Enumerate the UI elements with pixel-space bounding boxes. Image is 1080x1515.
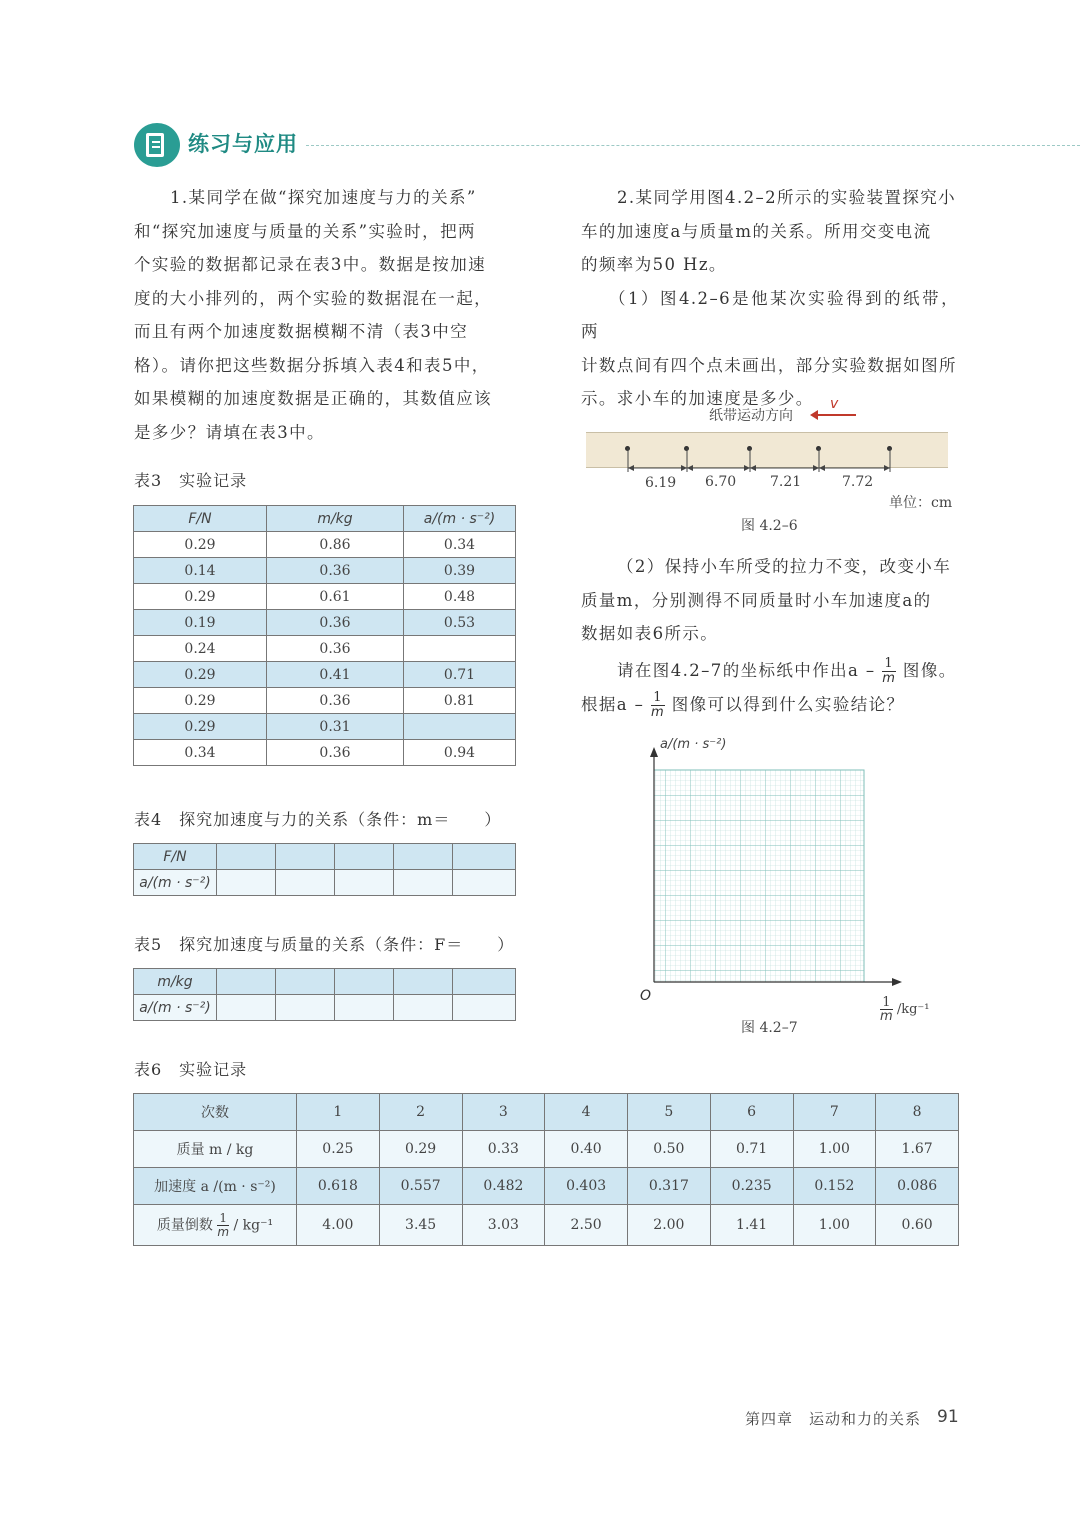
table-row [134, 1168, 959, 1205]
fraction-num: 1 [880, 996, 893, 1010]
table6-row-label: 加速度 a /(m · s⁻²) [134, 1168, 297, 1205]
q2-text: 根据a – [581, 695, 645, 714]
table3-cell: 0.29 [134, 714, 267, 740]
table3-cell: 0.36 [267, 688, 404, 714]
segment-length: 6.19 [645, 475, 677, 491]
table4-cell [453, 870, 516, 896]
graph-paper [640, 745, 910, 995]
table3-cell: 0.29 [134, 662, 267, 688]
table6-cell: 1.00 [793, 1205, 876, 1246]
table6-header: 3 [462, 1094, 545, 1131]
velocity-symbol: v [830, 396, 839, 412]
table6-cell: 0.482 [462, 1168, 545, 1205]
row-label-text: 质量倒数 [156, 1217, 213, 1233]
table3-cell: 0.29 [134, 532, 267, 558]
table-row [134, 740, 516, 766]
figure-caption: 图 4.2–6 [741, 518, 798, 534]
table6-header: 7 [793, 1094, 876, 1131]
table3-cell: 0.39 [404, 558, 516, 584]
q2-line: 2.某同学用图4.2–2所示的实验装置探究小 [617, 188, 957, 207]
table5-row-label: m/kg [134, 969, 217, 995]
x-axis-unit: /kg⁻¹ [896, 1002, 930, 1017]
table-row [134, 1205, 959, 1246]
table3-cell: 0.36 [267, 636, 404, 662]
table6-cell: 0.618 [297, 1168, 380, 1205]
table4-cell [335, 870, 394, 896]
table3-header: F/N [134, 506, 267, 532]
q1-line: 如果模糊的加速度数据是正确的，其数值应该 [134, 389, 492, 408]
fraction [882, 657, 896, 686]
table4-row-label: a/(m · s⁻²) [134, 870, 217, 896]
q1-line: 格）。请你把这些数据分拆填入表4和表5中， [134, 355, 490, 375]
fraction-num: 1 [217, 1212, 229, 1226]
q2-text: 请在图4.2–7的坐标纸中作出a – [617, 661, 876, 680]
table3-cell: 0.94 [404, 740, 516, 766]
fraction-den: m [651, 705, 666, 720]
table-row [134, 584, 516, 610]
table3-cell: 0.41 [267, 662, 404, 688]
table4-cell [335, 844, 394, 870]
fraction-den: m [217, 1224, 230, 1239]
table6-cell: 0.60 [876, 1205, 959, 1246]
table3-cell: 0.61 [267, 584, 404, 610]
table6-cell: 0.152 [793, 1168, 876, 1205]
table6-cell: 2.50 [545, 1205, 628, 1246]
table5-cell [453, 969, 516, 995]
table6-row-label [134, 1205, 297, 1246]
table6-header: 1 [297, 1094, 380, 1131]
question-2-intro [581, 181, 959, 416]
table5-row-label: a/(m · s⁻²) [134, 995, 217, 1021]
table5-cell [276, 969, 335, 995]
table4-caption: 表4 探究加速度与力的关系（条件：m＝ ） [134, 810, 502, 829]
q2-line: 质量m，分别测得不同质量时小车加速度a的 [581, 590, 932, 610]
question-2-part3b [581, 691, 959, 720]
tape-unit: 单位：cm [889, 495, 953, 511]
q1-line: 而且有两个加速度数据模糊不清（表3中空 [134, 322, 469, 341]
chapter-footer: 第四章 运动和力的关系 [745, 1410, 922, 1428]
table3-cell: 0.86 [267, 532, 404, 558]
table3-cell: 0.81 [404, 688, 516, 714]
fraction [217, 1212, 229, 1239]
q2-text: 图像。 [902, 661, 957, 680]
table6-header: 次数 [134, 1094, 297, 1131]
table3-cell: 0.36 [267, 740, 404, 766]
table5-cell [394, 995, 453, 1021]
table6-cell: 0.33 [462, 1131, 545, 1168]
table-row [134, 714, 516, 740]
q2-line: 计数点间有四个点未画出，部分实验数据如图所 [581, 355, 957, 375]
table6-cell: 0.317 [628, 1168, 711, 1205]
table-row [134, 610, 516, 636]
table6-cell: 3.45 [379, 1205, 462, 1246]
table4-row-label: F/N [134, 844, 217, 870]
q1-line: 是多少？请填在表3中。 [134, 422, 325, 442]
tape-dimension-lines [620, 448, 900, 472]
q1-line: 1.某同学在做“探究加速度与力的关系” [170, 188, 477, 207]
table-row [134, 1131, 959, 1168]
y-axis-label: a/(m · s⁻²) [660, 737, 727, 752]
table3-header: m/kg [267, 506, 404, 532]
table5-cell [276, 995, 335, 1021]
table3-cell: 0.71 [404, 662, 516, 688]
table6-cell: 1.00 [793, 1131, 876, 1168]
table3-cell: 0.24 [134, 636, 267, 662]
table3-header: a/(m · s⁻²) [404, 506, 516, 532]
x-axis-label [880, 996, 929, 1023]
table4-cell [453, 844, 516, 870]
section-icon [134, 123, 180, 167]
q2-line: （2）保持小车所受的拉力不变，改变小车 [617, 557, 952, 576]
table3-cell: 0.29 [134, 688, 267, 714]
table6-cell: 1.41 [710, 1205, 793, 1246]
table3-cell: 0.29 [134, 584, 267, 610]
table3-cell [404, 636, 516, 662]
table5 [133, 968, 516, 1021]
table4-cell [276, 870, 335, 896]
table-row [134, 532, 516, 558]
table3-cell [404, 714, 516, 740]
segment-length: 7.72 [842, 474, 874, 490]
table3-cell: 0.36 [267, 610, 404, 636]
table6-cell: 0.235 [710, 1168, 793, 1205]
q2-text: 图像可以得到什么实验结论？ [671, 695, 905, 714]
table4-cell [394, 870, 453, 896]
figure-caption: 图 4.2–7 [741, 1020, 798, 1036]
table5-cell [394, 969, 453, 995]
table6 [133, 1093, 959, 1246]
table6-cell: 0.086 [876, 1168, 959, 1205]
table6-row-label: 质量 m / kg [134, 1131, 297, 1168]
table4 [133, 843, 516, 896]
table6-cell: 2.00 [628, 1205, 711, 1246]
question-2-part3 [617, 657, 977, 686]
table4-cell [394, 844, 453, 870]
table6-cell: 0.29 [379, 1131, 462, 1168]
question-2-part2 [581, 550, 959, 651]
table6-caption: 表6 实验记录 [134, 1060, 248, 1079]
table6-header: 6 [710, 1094, 793, 1131]
tape-direction-label: 纸带运动方向 [709, 408, 793, 424]
table6-header: 5 [628, 1094, 711, 1131]
segment-length: 7.21 [770, 474, 802, 490]
fraction [651, 691, 665, 720]
q2-line: 车的加速度a与质量m的关系。所用交变电流 [581, 221, 932, 241]
table6-cell: 0.25 [297, 1131, 380, 1168]
table3 [133, 505, 516, 766]
table6-header: 2 [379, 1094, 462, 1131]
q1-line: 个实验的数据都记录在表3中。数据是按加速 [134, 255, 486, 274]
table6-cell: 1.67 [876, 1131, 959, 1168]
segment-length: 6.70 [705, 474, 737, 490]
table3-cell: 0.48 [404, 584, 516, 610]
table5-cell [453, 995, 516, 1021]
table-row [134, 662, 516, 688]
table6-header: 4 [545, 1094, 628, 1131]
section-title: 练习与应用 [188, 132, 298, 156]
table6-cell: 0.557 [379, 1168, 462, 1205]
table3-cell: 0.53 [404, 610, 516, 636]
table3-cell: 0.14 [134, 558, 267, 584]
table4-cell [217, 870, 276, 896]
table-row [134, 558, 516, 584]
table6-cell: 0.71 [710, 1131, 793, 1168]
table3-cell: 0.19 [134, 610, 267, 636]
q1-line: 度的大小排列的，两个实验的数据混在一起， [134, 288, 492, 308]
table-row [134, 688, 516, 714]
table6-cell: 0.50 [628, 1131, 711, 1168]
header-divider [306, 145, 1080, 146]
fraction-den: m [882, 671, 897, 686]
fraction-num: 1 [651, 691, 665, 706]
table6-header: 8 [876, 1094, 959, 1131]
q1-line: 和“探究加速度与质量的关系”实验时，把两 [134, 221, 476, 241]
table6-cell: 3.03 [462, 1205, 545, 1246]
origin-label: O [640, 988, 652, 1004]
table4-cell [217, 844, 276, 870]
table3-cell: 0.34 [134, 740, 267, 766]
table6-cell: 0.40 [545, 1131, 628, 1168]
fraction-num: 1 [882, 657, 896, 672]
fraction-den: m [880, 1009, 893, 1024]
q2-line: 数据如表6所示。 [581, 624, 719, 643]
table5-cell [335, 995, 394, 1021]
fraction [880, 996, 893, 1023]
table-row [134, 636, 516, 662]
row-label-unit: / kg⁻¹ [233, 1217, 274, 1233]
q2-line: 的频率为50 Hz。 [581, 255, 727, 274]
table3-cell: 0.34 [404, 532, 516, 558]
table3-caption: 表3 实验记录 [134, 471, 248, 490]
table6-cell: 4.00 [297, 1205, 380, 1246]
table5-cell [217, 995, 276, 1021]
table5-cell [217, 969, 276, 995]
page-number: 91 [937, 1407, 959, 1427]
velocity-arrow-icon [812, 414, 856, 416]
table5-cell [335, 969, 394, 995]
question-1 [134, 181, 518, 449]
table3-cell: 0.31 [267, 714, 404, 740]
table6-cell: 0.403 [545, 1168, 628, 1205]
table5-caption: 表5 探究加速度与质量的关系（条件：F＝ ） [134, 935, 515, 954]
table4-cell [276, 844, 335, 870]
q2-line: 示。求小车的加速度是多少。 [581, 389, 814, 408]
table3-cell: 0.36 [267, 558, 404, 584]
q2-line: （1）图4.2–6是他某次实验得到的纸带，两 [581, 288, 959, 341]
